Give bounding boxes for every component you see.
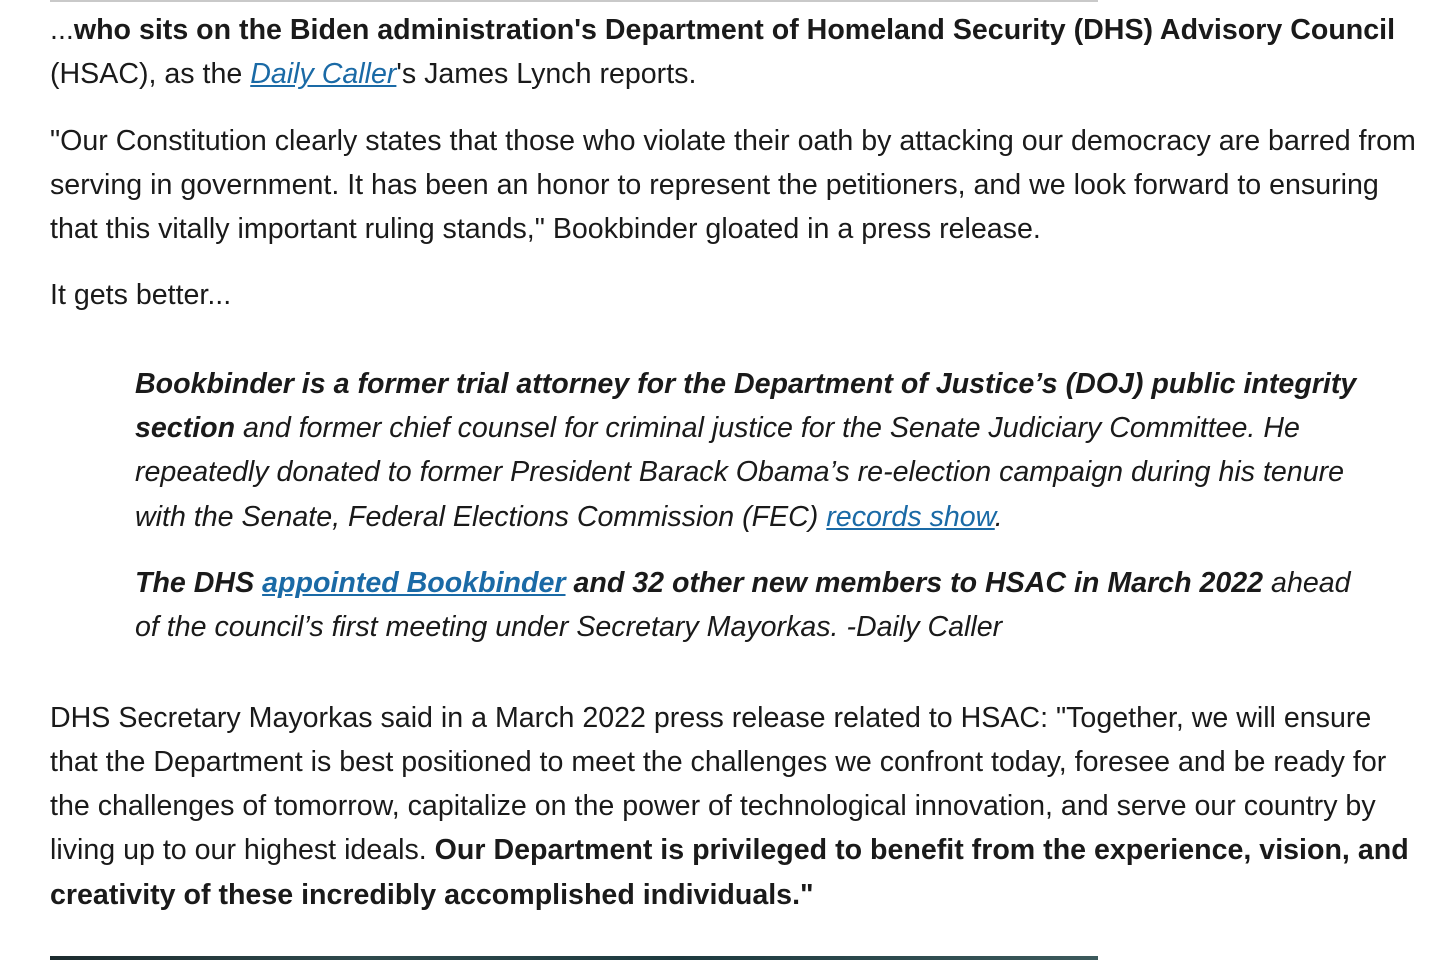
quote1-text: and former chief counsel for criminal justice for the Senate Judiciary Committee. He repeatedly donated to former President Barack Obama’s re-election campaign during his tenure with the Senate, Federal Elections Commission (FEC): [135, 412, 1345, 533]
quote1-end: .: [994, 500, 1003, 533]
quote1-bold-text: Bookbinder is a former trial attorney for the Department of Justice’s (DOJ) public integrity section: [135, 367, 1357, 445]
paragraph-mayorkas-statement: [50, 696, 1422, 917]
quote-bookbinder-background: [135, 362, 1365, 539]
para4-bold-text: Our Department is privileged to benefit from the experience, vision, and creativity of these incredibly accomplished individuals.": [50, 834, 1409, 911]
paragraph-it-gets-better: It gets better...: [50, 279, 232, 312]
para1-lead: ...: [50, 14, 74, 46]
quote2-bold-end: and 32 other new members to HSAC in March 2022: [565, 566, 1264, 599]
quote-dhs-appointment: [135, 561, 1365, 650]
records-show-link[interactable]: records show: [826, 500, 995, 533]
bottom-image-edge: [50, 956, 1098, 960]
quote2-bold-start: The DHS: [135, 566, 263, 599]
paragraph-hsac-intro: [50, 8, 1422, 97]
appointed-bookbinder-link[interactable]: appointed Bookbinder: [262, 566, 566, 599]
para1-bold-text: who sits on the Biden administration's Department of Homeland Security (DHS) Advisory Council: [73, 14, 1396, 46]
daily-caller-link[interactable]: Daily Caller: [250, 58, 397, 91]
para1-text-end: 's James Lynch reports.: [396, 58, 697, 91]
paragraph-constitution-quote: "Our Constitution clearly states that those who violate their oath by attacking our democracy are barred from serving in government. It has been an honor to represent the petitioners, and we look forward to ensuring that this vitally important ruling stands," Bookbinder gloated in a press release.: [50, 124, 1416, 246]
para4-text: DHS Secretary Mayorkas said in a March 2022 press release related to HSAC: "Together, we will ensure that the Department is best positioned to meet the challenges we confront today, foresee and be ready for the challenges of tomorrow, capitalize on the power of technological innovation, and serve our country by living up to our highest ideals.: [50, 701, 1387, 867]
top-divider: [50, 0, 1098, 2]
article-body: [50, 8, 1422, 917]
quote2-text: ahead of the council’s first meeting under Secretary Mayorkas. -Daily Caller: [135, 566, 1351, 644]
para1-text: (HSAC), as the: [50, 14, 1411, 91]
blockquote-daily-caller: [50, 362, 1365, 650]
